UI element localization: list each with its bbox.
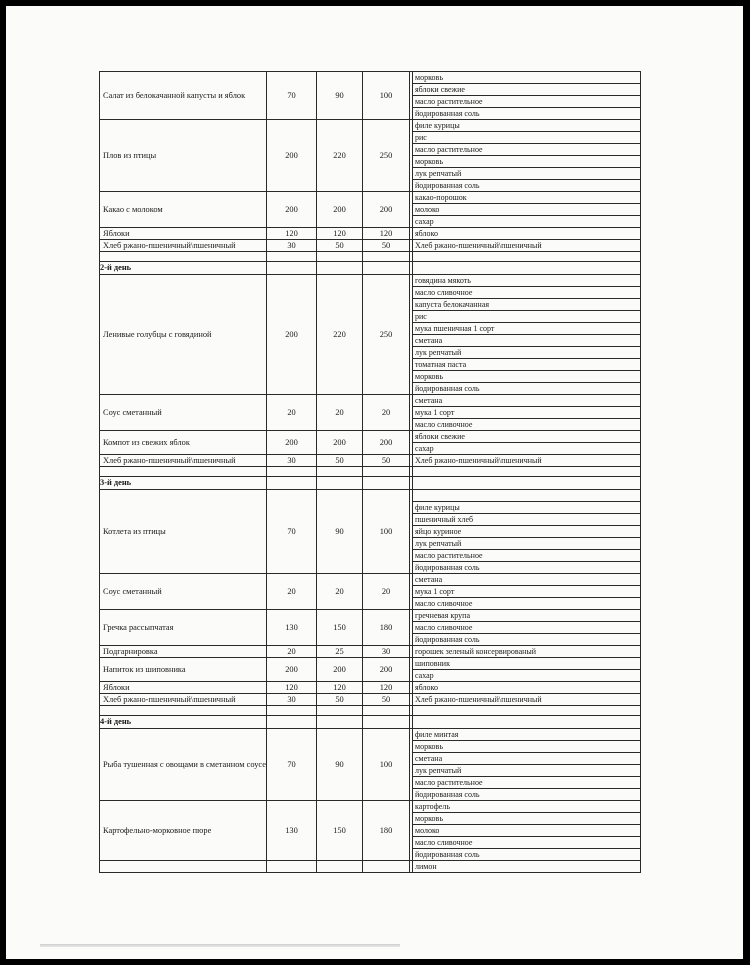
ingredient: яблоки свежие xyxy=(413,431,641,443)
portion-value-1: 200 xyxy=(267,275,317,395)
empty-cell xyxy=(413,252,641,262)
ingredient: лук репчатый xyxy=(413,538,641,550)
ingredient: сметана xyxy=(413,574,641,586)
empty-cell xyxy=(413,477,641,490)
portion-value-2: 90 xyxy=(317,72,363,120)
day-title: 4-й день xyxy=(100,716,267,729)
portion-value-3: 20 xyxy=(363,395,410,431)
empty-cell xyxy=(267,252,317,262)
empty-cell xyxy=(100,467,267,477)
portion-value-2: 120 xyxy=(317,682,363,694)
menu-table xyxy=(99,71,641,873)
ingredient: масло растительное xyxy=(413,777,641,789)
table-row xyxy=(100,228,641,240)
portion-value-1: 70 xyxy=(267,490,317,574)
ingredient: йодированная соль xyxy=(413,180,641,192)
portion-value-3 xyxy=(363,861,410,873)
portion-value-2: 220 xyxy=(317,120,363,192)
portion-value-2: 220 xyxy=(317,275,363,395)
portion-value-1: 30 xyxy=(267,694,317,706)
portion-value-2: 200 xyxy=(317,658,363,682)
portion-value-3: 50 xyxy=(363,240,410,252)
ingredient: томатная паста xyxy=(413,359,641,371)
portion-value-1: 200 xyxy=(267,658,317,682)
portion-value-3: 200 xyxy=(363,431,410,455)
portion-value-3: 50 xyxy=(363,455,410,467)
ingredient: говядина мякоть xyxy=(413,275,641,287)
ingredient: масло сливочное xyxy=(413,622,641,634)
portion-value-1 xyxy=(267,861,317,873)
ingredient xyxy=(413,490,641,502)
portion-value-2: 150 xyxy=(317,610,363,646)
empty-cell xyxy=(317,477,363,490)
empty-cell xyxy=(267,477,317,490)
portion-value-2: 90 xyxy=(317,729,363,801)
empty-cell xyxy=(413,716,641,729)
ingredient: яблоко xyxy=(413,228,641,240)
dish-name: Салат из белокачанной капусты и яблок xyxy=(100,72,267,120)
empty-cell xyxy=(100,706,267,716)
empty-cell xyxy=(267,467,317,477)
empty-cell xyxy=(267,706,317,716)
portion-value-1: 200 xyxy=(267,120,317,192)
ingredient: йодированная соль xyxy=(413,562,641,574)
dish-name: Ленивые голубцы с говядиной xyxy=(100,275,267,395)
ingredient: масло растительное xyxy=(413,96,641,108)
portion-value-1: 20 xyxy=(267,574,317,610)
table-row xyxy=(100,240,641,252)
portion-value-1: 70 xyxy=(267,72,317,120)
table-row xyxy=(100,694,641,706)
table-row xyxy=(100,861,641,873)
ingredient: сахар xyxy=(413,670,641,682)
ingredient: масло сливочное xyxy=(413,287,641,299)
table-row xyxy=(100,275,641,287)
ingredient: какао-порошок xyxy=(413,192,641,204)
spacer-row xyxy=(100,467,641,477)
day-title: 2-й день xyxy=(100,262,267,275)
empty-cell xyxy=(317,706,363,716)
table-row xyxy=(100,72,641,84)
dish-name: Плов из птицы xyxy=(100,120,267,192)
ingredient: шиповник xyxy=(413,658,641,670)
ingredient: мука пшеничная 1 сорт xyxy=(413,323,641,335)
table-row xyxy=(100,431,641,443)
ingredient: Хлеб ржано-пшеничный\пшеничный xyxy=(413,455,641,467)
table-row xyxy=(100,120,641,132)
ingredient: мука 1 сорт xyxy=(413,407,641,419)
dish-name: Напиток из шиповника xyxy=(100,658,267,682)
table-row xyxy=(100,574,641,586)
ingredient: лук репчатый xyxy=(413,168,641,180)
portion-value-2: 50 xyxy=(317,455,363,467)
ingredient: капуста белокачанная xyxy=(413,299,641,311)
portion-value-3: 100 xyxy=(363,729,410,801)
portion-value-1: 70 xyxy=(267,729,317,801)
empty-cell xyxy=(317,262,363,275)
ingredient: сахар xyxy=(413,216,641,228)
portion-value-3: 100 xyxy=(363,490,410,574)
ingredient: масло сливочное xyxy=(413,837,641,849)
portion-value-3: 50 xyxy=(363,694,410,706)
portion-value-1: 200 xyxy=(267,431,317,455)
portion-value-3: 200 xyxy=(363,192,410,228)
portion-value-3: 30 xyxy=(363,646,410,658)
empty-cell xyxy=(413,706,641,716)
portion-value-2: 120 xyxy=(317,228,363,240)
portion-value-1: 130 xyxy=(267,610,317,646)
table-row xyxy=(100,682,641,694)
empty-cell xyxy=(100,252,267,262)
portion-value-2: 200 xyxy=(317,192,363,228)
ingredient: Хлеб ржано-пшеничный\пшеничный xyxy=(413,694,641,706)
ingredient: мука 1 сорт xyxy=(413,586,641,598)
empty-cell xyxy=(363,467,410,477)
ingredient: горошек зеленый консервированый xyxy=(413,646,641,658)
ingredient: филе курицы xyxy=(413,502,641,514)
empty-cell xyxy=(363,262,410,275)
ingredient: рис xyxy=(413,311,641,323)
table-row xyxy=(100,490,641,502)
ingredient: яйцо куриное xyxy=(413,526,641,538)
table-row xyxy=(100,646,641,658)
spacer-row xyxy=(100,706,641,716)
ingredient: морковь xyxy=(413,72,641,84)
ingredient: картофель xyxy=(413,801,641,813)
portion-value-1: 130 xyxy=(267,801,317,861)
dish-name: Хлеб ржано-пшеничный\пшеничный xyxy=(100,240,267,252)
ingredient: масло сливочное xyxy=(413,598,641,610)
table-row xyxy=(100,455,641,467)
empty-cell xyxy=(363,477,410,490)
ingredient: яблоки свежие xyxy=(413,84,641,96)
portion-value-2 xyxy=(317,861,363,873)
ingredient: масло сливочное xyxy=(413,419,641,431)
ingredient: гречневая крупа xyxy=(413,610,641,622)
ingredient: морковь xyxy=(413,741,641,753)
dish-name: Подгарнировка xyxy=(100,646,267,658)
portion-value-3: 100 xyxy=(363,72,410,120)
portion-value-2: 50 xyxy=(317,240,363,252)
portion-value-1: 20 xyxy=(267,395,317,431)
day-title: 3-й день xyxy=(100,477,267,490)
portion-value-3: 20 xyxy=(363,574,410,610)
ingredient: морковь xyxy=(413,813,641,825)
empty-cell xyxy=(317,467,363,477)
ingredient: йодированная соль xyxy=(413,108,641,120)
ingredient: сахар xyxy=(413,443,641,455)
ingredient: лук репчатый xyxy=(413,765,641,777)
empty-cell xyxy=(267,716,317,729)
portion-value-2: 20 xyxy=(317,574,363,610)
dish-name xyxy=(100,861,267,873)
empty-cell xyxy=(267,262,317,275)
table-row xyxy=(100,192,641,204)
dish-name: Яблоки xyxy=(100,228,267,240)
ingredient: йодированная соль xyxy=(413,634,641,646)
ingredient: лук репчатый xyxy=(413,347,641,359)
table-row xyxy=(100,729,641,741)
empty-cell xyxy=(317,716,363,729)
portion-value-3: 250 xyxy=(363,120,410,192)
portion-value-1: 200 xyxy=(267,192,317,228)
ingredient: филе минтая xyxy=(413,729,641,741)
ingredient: масло растительное xyxy=(413,144,641,156)
table-row xyxy=(100,801,641,813)
table-row xyxy=(100,610,641,622)
dish-name: Яблоки xyxy=(100,682,267,694)
portion-value-3: 200 xyxy=(363,658,410,682)
ingredient: пшеничный хлеб xyxy=(413,514,641,526)
scan-edge-shadow xyxy=(40,944,400,947)
dish-name: Рыба тушенная с овощами в сметанном соусе xyxy=(100,729,267,801)
ingredient: сметана xyxy=(413,753,641,765)
dish-name: Гречка рассыпчатая xyxy=(100,610,267,646)
ingredient: йодированная соль xyxy=(413,789,641,801)
portion-value-2: 25 xyxy=(317,646,363,658)
portion-value-1: 120 xyxy=(267,682,317,694)
portion-value-3: 250 xyxy=(363,275,410,395)
portion-value-2: 20 xyxy=(317,395,363,431)
portion-value-3: 180 xyxy=(363,610,410,646)
portion-value-3: 120 xyxy=(363,682,410,694)
empty-cell xyxy=(363,252,410,262)
ingredient: молоко xyxy=(413,204,641,216)
day-header-row xyxy=(100,716,641,729)
ingredient: молоко xyxy=(413,825,641,837)
table-row xyxy=(100,395,641,407)
dish-name: Соус сметанный xyxy=(100,395,267,431)
dish-name: Хлеб ржано-пшеничный\пшеничный xyxy=(100,455,267,467)
empty-cell xyxy=(317,252,363,262)
empty-cell xyxy=(363,716,410,729)
ingredient: сметана xyxy=(413,335,641,347)
portion-value-2: 150 xyxy=(317,801,363,861)
ingredient: Хлеб ржано-пшеничный\пшеничный xyxy=(413,240,641,252)
ingredient: морковь xyxy=(413,371,641,383)
portion-value-1: 30 xyxy=(267,455,317,467)
ingredient: морковь xyxy=(413,156,641,168)
portion-value-2: 90 xyxy=(317,490,363,574)
portion-value-2: 200 xyxy=(317,431,363,455)
dish-name: Соус сметанный xyxy=(100,574,267,610)
empty-cell xyxy=(413,262,641,275)
portion-value-3: 120 xyxy=(363,228,410,240)
ingredient: лимон xyxy=(413,861,641,873)
dish-name: Картофельно-морковное пюре xyxy=(100,801,267,861)
empty-cell xyxy=(413,467,641,477)
ingredient: яблоко xyxy=(413,682,641,694)
ingredient: сметана xyxy=(413,395,641,407)
portion-value-3: 180 xyxy=(363,801,410,861)
empty-cell xyxy=(363,706,410,716)
day-header-row xyxy=(100,477,641,490)
dish-name: Котлета из птицы xyxy=(100,490,267,574)
table-row xyxy=(100,658,641,670)
portion-value-1: 20 xyxy=(267,646,317,658)
spacer-row xyxy=(100,252,641,262)
ingredient: йодированная соль xyxy=(413,383,641,395)
portion-value-1: 30 xyxy=(267,240,317,252)
day-header-row xyxy=(100,262,641,275)
ingredient: йодированная соль xyxy=(413,849,641,861)
dish-name: Какао с молоком xyxy=(100,192,267,228)
ingredient: рис xyxy=(413,132,641,144)
ingredient: филе курицы xyxy=(413,120,641,132)
dish-name: Компот из свежих яблок xyxy=(100,431,267,455)
ingredient: масло растительное xyxy=(413,550,641,562)
portion-value-2: 50 xyxy=(317,694,363,706)
portion-value-1: 120 xyxy=(267,228,317,240)
dish-name: Хлеб ржано-пшеничный\пшеничный xyxy=(100,694,267,706)
